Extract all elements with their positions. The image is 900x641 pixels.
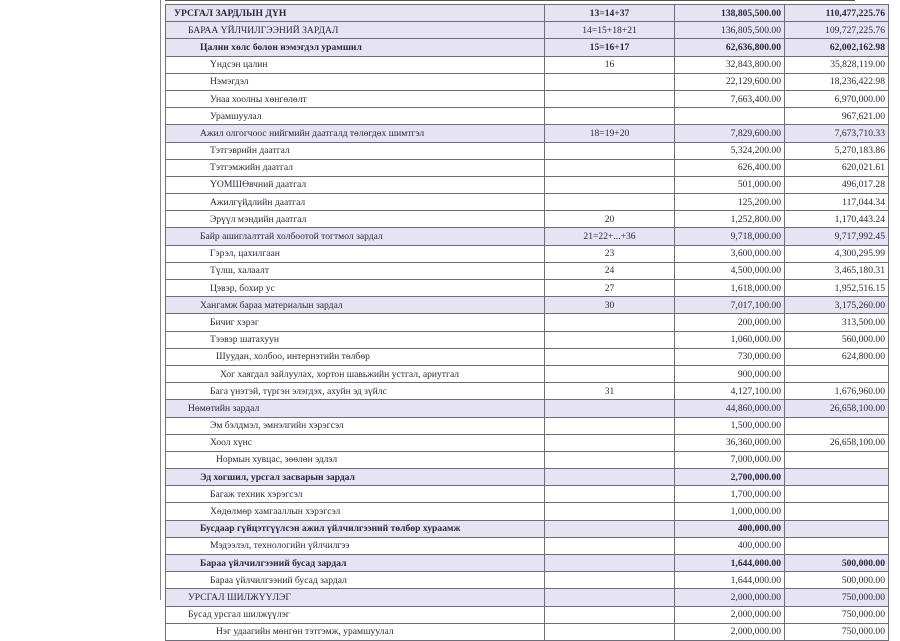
row-plan-amount: 4,127,100.00 — [675, 383, 785, 400]
row-actual-amount: 1,676,960.00 — [785, 383, 889, 400]
row-code: 31 — [545, 383, 675, 400]
row-actual-amount — [785, 503, 889, 520]
expense-table-body — [166, 5, 889, 641]
row-code — [545, 348, 675, 365]
row-actual-amount — [785, 520, 889, 537]
row-plan-amount: 7,663,400.00 — [675, 90, 785, 107]
row-plan-amount: 7,829,600.00 — [675, 125, 785, 142]
row-code — [545, 572, 675, 589]
row-actual-amount — [785, 451, 889, 468]
table-row — [166, 245, 889, 262]
row-actual-amount — [785, 365, 889, 382]
row-plan-amount: 3,600,000.00 — [675, 245, 785, 262]
row-code: 23 — [545, 245, 675, 262]
row-label: Хангамж бараа материалын зардал — [166, 297, 545, 314]
row-plan-amount: 32,843,800.00 — [675, 56, 785, 73]
row-plan-amount: 1,000,000.00 — [675, 503, 785, 520]
row-actual-amount: 1,952,516.15 — [785, 280, 889, 297]
row-plan-amount: 44,860,000.00 — [675, 400, 785, 417]
row-actual-amount: 26,658,100.00 — [785, 400, 889, 417]
row-label: Цалин хөлс болон нэмэгдэл урамшил — [166, 39, 545, 56]
row-code — [545, 434, 675, 451]
row-actual-amount — [785, 486, 889, 503]
row-label: Гэрэл, цахилгаан — [166, 245, 545, 262]
table-row — [166, 572, 889, 589]
row-plan-amount: 900,000.00 — [675, 365, 785, 382]
table-row — [166, 331, 889, 348]
row-code — [545, 400, 675, 417]
row-actual-amount: 3,175,260.00 — [785, 297, 889, 314]
row-plan-amount: 136,805,500.00 — [675, 22, 785, 39]
row-label: Нэг удаагийн мөнгөн тэтгэмж, урамшуулал — [166, 623, 545, 640]
row-label: Бусдаар гүйцэтгүүлсэн ажил үйлчилгээний төлбөр хураамж — [166, 520, 545, 537]
row-code — [545, 520, 675, 537]
expense-table — [165, 4, 889, 641]
row-label: Эм бэлдмэл, эмнэлгийн хэрэгсэл — [166, 417, 545, 434]
row-plan-amount: 22,129,600.00 — [675, 73, 785, 90]
row-actual-amount: 109,727,225.76 — [785, 22, 889, 39]
row-plan-amount: 5,324,200.00 — [675, 142, 785, 159]
table-row — [166, 297, 889, 314]
row-code: 15=16+17 — [545, 39, 675, 56]
row-actual-amount: 1,170,443.24 — [785, 211, 889, 228]
row-code — [545, 469, 675, 486]
row-plan-amount: 1,500,000.00 — [675, 417, 785, 434]
row-code — [545, 159, 675, 176]
row-label: Урамшуулал — [166, 108, 545, 125]
row-code: 21=22+...+36 — [545, 228, 675, 245]
row-actual-amount: 3,465,180.31 — [785, 262, 889, 279]
row-actual-amount: 624,800.00 — [785, 348, 889, 365]
table-row — [166, 365, 889, 382]
table-row — [166, 451, 889, 468]
row-code — [545, 503, 675, 520]
table-row — [166, 22, 889, 39]
row-label: Түлш, халаалт — [166, 262, 545, 279]
table-row — [166, 469, 889, 486]
row-code — [545, 555, 675, 572]
row-actual-amount: 117,044.34 — [785, 194, 889, 211]
row-label: Унаа хоолны хөнгөлөлт — [166, 90, 545, 107]
row-plan-amount: 1,644,000.00 — [675, 572, 785, 589]
row-label: Ажил олгогчоос нийгмийн даатгалд төлөгдөх шимтгэл — [166, 125, 545, 142]
table-row — [166, 142, 889, 159]
table-row — [166, 108, 889, 125]
row-plan-amount: 4,500,000.00 — [675, 262, 785, 279]
row-code — [545, 417, 675, 434]
row-label: Бичиг хэрэг — [166, 314, 545, 331]
row-plan-amount: 1,700,000.00 — [675, 486, 785, 503]
row-plan-amount: 1,060,000.00 — [675, 331, 785, 348]
row-code: 27 — [545, 280, 675, 297]
row-label: Тэтгэврийн даатгал — [166, 142, 545, 159]
row-actual-amount: 35,828,119.00 — [785, 56, 889, 73]
row-label: Цэвэр, бохир ус — [166, 280, 545, 297]
row-code: 16 — [545, 56, 675, 73]
row-label: Нөмөтийн зардал — [166, 400, 545, 417]
row-label: Багаж техник хэрэгсэл — [166, 486, 545, 503]
table-row — [166, 262, 889, 279]
row-actual-amount: 750,000.00 — [785, 623, 889, 640]
row-label: Нэмэгдэл — [166, 73, 545, 90]
row-plan-amount: 2,000,000.00 — [675, 589, 785, 606]
row-actual-amount: 7,673,710.33 — [785, 125, 889, 142]
row-plan-amount: 200,000.00 — [675, 314, 785, 331]
row-plan-amount — [675, 108, 785, 125]
table-row — [166, 5, 889, 22]
row-label: Бусад урсгал шилжүүлэг — [166, 606, 545, 623]
row-plan-amount: 1,252,800.00 — [675, 211, 785, 228]
row-actual-amount: 967,621.00 — [785, 108, 889, 125]
row-actual-amount: 5,270,183.86 — [785, 142, 889, 159]
row-plan-amount: 2,000,000.00 — [675, 623, 785, 640]
row-actual-amount: 500,000.00 — [785, 572, 889, 589]
row-label: УРСГАЛ ЗАРДЛЫН ДҮН — [166, 5, 545, 22]
row-actual-amount: 18,236,422.98 — [785, 73, 889, 90]
row-actual-amount: 620,021.61 — [785, 159, 889, 176]
row-plan-amount: 626,400.00 — [675, 159, 785, 176]
table-row — [166, 280, 889, 297]
row-plan-amount: 2,700,000.00 — [675, 469, 785, 486]
row-actual-amount: 560,000.00 — [785, 331, 889, 348]
row-actual-amount: 496,017.28 — [785, 176, 889, 193]
row-code — [545, 176, 675, 193]
row-code: 14=15+18+21 — [545, 22, 675, 39]
table-row — [166, 623, 889, 640]
row-plan-amount: 36,360,000.00 — [675, 434, 785, 451]
row-plan-amount: 125,200.00 — [675, 194, 785, 211]
row-actual-amount — [785, 417, 889, 434]
row-plan-amount: 1,618,000.00 — [675, 280, 785, 297]
row-actual-amount: 4,300,295.99 — [785, 245, 889, 262]
row-label: БАРАА ҮЙЛЧИЛГЭЭНИЙ ЗАРДАЛ — [166, 22, 545, 39]
table-row — [166, 589, 889, 606]
row-label: Эрүүл мэндийн даатгал — [166, 211, 545, 228]
row-actual-amount: 313,500.00 — [785, 314, 889, 331]
table-row — [166, 606, 889, 623]
table-row — [166, 348, 889, 365]
table-row — [166, 486, 889, 503]
row-code — [545, 451, 675, 468]
row-code — [545, 606, 675, 623]
row-label: Ажилгүйдлийн даатгал — [166, 194, 545, 211]
row-label: Тээвэр шатахуун — [166, 331, 545, 348]
table-row — [166, 383, 889, 400]
row-plan-amount: 7,000,000.00 — [675, 451, 785, 468]
table-row — [166, 520, 889, 537]
row-label: Хог хаягдал зайлуулах, хортон шавьжийн устгал, ариутгал — [166, 365, 545, 382]
row-plan-amount: 9,718,000.00 — [675, 228, 785, 245]
row-label: Бараа үйлчилгээний бусад зардал — [166, 555, 545, 572]
row-actual-amount: 110,477,225.76 — [785, 5, 889, 22]
row-actual-amount: 750,000.00 — [785, 589, 889, 606]
row-code — [545, 73, 675, 90]
table-row — [166, 125, 889, 142]
row-plan-amount: 400,000.00 — [675, 537, 785, 554]
row-plan-amount: 501,000.00 — [675, 176, 785, 193]
row-code — [545, 486, 675, 503]
row-plan-amount: 730,000.00 — [675, 348, 785, 365]
table-row — [166, 555, 889, 572]
table-row — [166, 228, 889, 245]
row-code — [545, 142, 675, 159]
row-code — [545, 537, 675, 554]
row-code — [545, 623, 675, 640]
row-label: Шуудан, холбоо, интернэтийн төлбөр — [166, 348, 545, 365]
row-code — [545, 194, 675, 211]
row-label: Нормын хувцас, зөөлөн эдлэл — [166, 451, 545, 468]
row-code — [545, 331, 675, 348]
table-row — [166, 537, 889, 554]
row-label: Үндсэн цалин — [166, 56, 545, 73]
table-row — [166, 176, 889, 193]
table-row — [166, 503, 889, 520]
row-actual-amount: 500,000.00 — [785, 555, 889, 572]
table-row — [166, 39, 889, 56]
row-actual-amount: 26,658,100.00 — [785, 434, 889, 451]
row-code — [545, 589, 675, 606]
row-actual-amount: 750,000.00 — [785, 606, 889, 623]
table-row — [166, 90, 889, 107]
row-label: Мэдээлэл, технологийн үйлчилгээ — [166, 537, 545, 554]
table-row — [166, 400, 889, 417]
row-actual-amount — [785, 469, 889, 486]
row-label: ҮОМШӨвчний даатгал — [166, 176, 545, 193]
row-plan-amount: 138,805,500.00 — [675, 5, 785, 22]
row-code — [545, 108, 675, 125]
row-plan-amount: 62,636,800.00 — [675, 39, 785, 56]
row-label: Бага үнэтэй, түргэн элэгдэх, ахуйн эд зүйлс — [166, 383, 545, 400]
row-label: Хөдөлмөр хамгааллын хэрэгсэл — [166, 503, 545, 520]
row-code: 24 — [545, 262, 675, 279]
row-plan-amount: 2,000,000.00 — [675, 606, 785, 623]
table-row — [166, 434, 889, 451]
row-actual-amount: 9,717,992.45 — [785, 228, 889, 245]
row-label: Бараа үйлчилгээний бусад зардал — [166, 572, 545, 589]
row-plan-amount: 1,644,000.00 — [675, 555, 785, 572]
row-label: Хоол хүнс — [166, 434, 545, 451]
row-code: 18=19+20 — [545, 125, 675, 142]
row-code — [545, 90, 675, 107]
table-row — [166, 211, 889, 228]
row-code: 13=14+37 — [545, 5, 675, 22]
table-row — [166, 194, 889, 211]
row-label: Эд хогшил, урсгал засварын зардал — [166, 469, 545, 486]
row-actual-amount — [785, 537, 889, 554]
left-margin-line — [160, 0, 161, 600]
row-label: УРСГАЛ ШИЛЖҮҮЛЭГ — [166, 589, 545, 606]
table-row — [166, 159, 889, 176]
row-actual-amount: 6,970,000.00 — [785, 90, 889, 107]
row-code — [545, 314, 675, 331]
row-label: Байр ашиглалттай холбоотой тогтмол зардал — [166, 228, 545, 245]
row-actual-amount: 62,002,162.98 — [785, 39, 889, 56]
table-row — [166, 73, 889, 90]
row-code — [545, 365, 675, 382]
table-row — [166, 56, 889, 73]
table-row — [166, 417, 889, 434]
row-code: 20 — [545, 211, 675, 228]
row-label: Тэтгэмжийн даатгал — [166, 159, 545, 176]
row-plan-amount: 7,017,100.00 — [675, 297, 785, 314]
table-row — [166, 314, 889, 331]
row-code: 30 — [545, 297, 675, 314]
row-plan-amount: 400,000.00 — [675, 520, 785, 537]
